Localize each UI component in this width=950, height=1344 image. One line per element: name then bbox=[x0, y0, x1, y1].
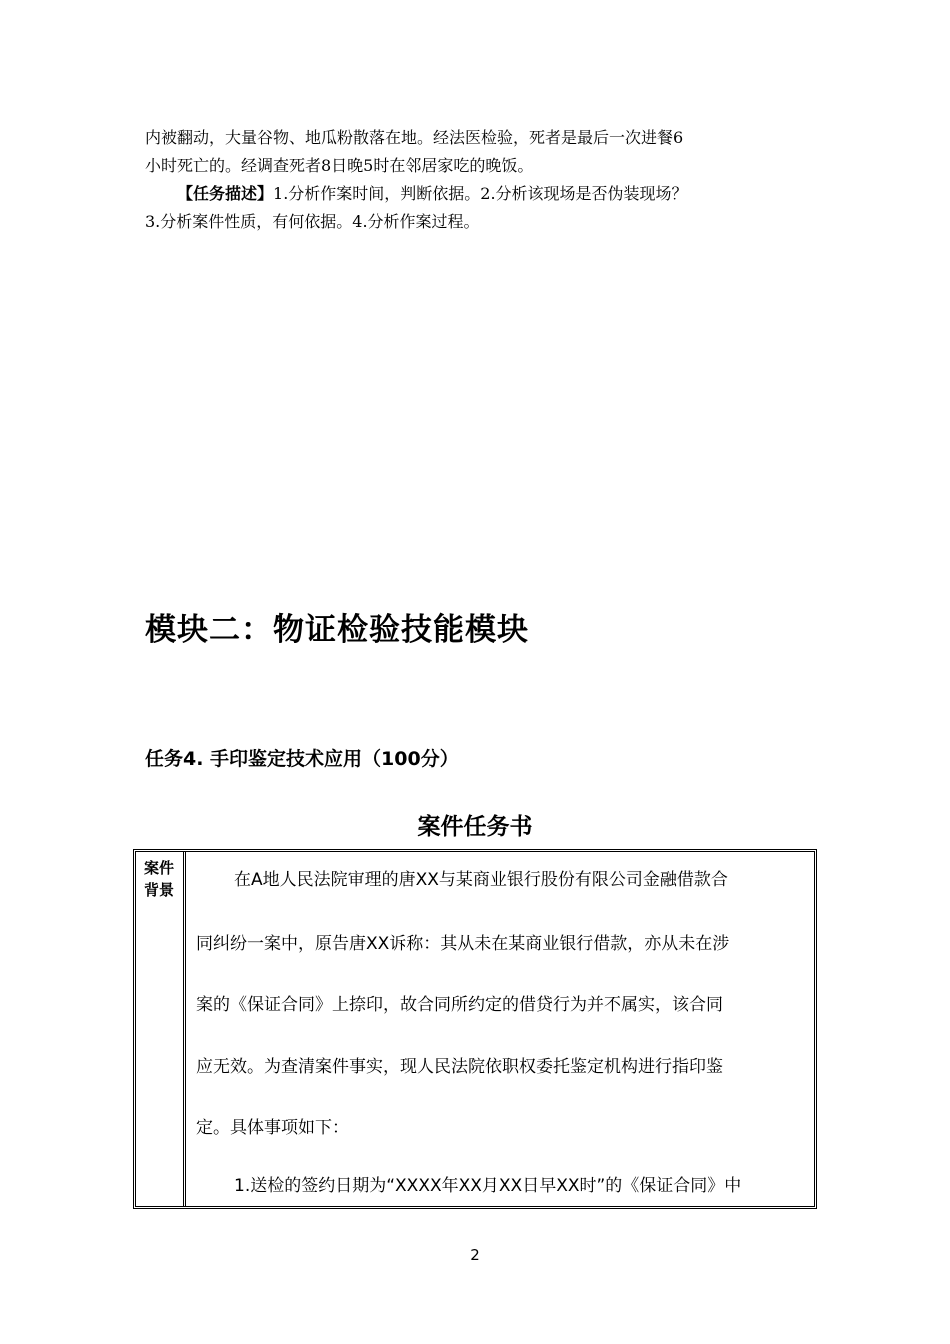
case-content-cell bbox=[186, 852, 814, 1206]
case-line-2: 同纠纷一案中，原告唐XX诉称：其从未在某商业银行借款，亦从未在涉 bbox=[196, 934, 730, 954]
module-title: 模块二：物证检验技能模块 bbox=[145, 612, 529, 648]
page-number: 2 bbox=[470, 1246, 480, 1264]
case-table bbox=[133, 849, 817, 1209]
task-description-paragraph bbox=[145, 180, 805, 236]
case-label-cell bbox=[136, 852, 186, 1206]
case-line-4: 应无效。为查清案件事实，现人民法院依职权委托鉴定机构进行指印鉴 bbox=[196, 1057, 723, 1077]
intro-line-1: 内被翻动，大量谷物、地瓜粉散落在地。经法医检验，死者是最后一次进餐6 bbox=[145, 128, 684, 147]
case-line-6: 1.送检的签约日期为“XXXX年XX月XX日早XX时”的《保证合同》中 bbox=[234, 1176, 742, 1196]
task-description-line-2: 3.分析案件性质，有何依据。4.分析作案过程。 bbox=[145, 212, 480, 231]
task-description-label: 【任务描述】 bbox=[177, 184, 274, 203]
task-description-indent bbox=[145, 184, 688, 203]
intro-paragraph bbox=[145, 124, 805, 180]
case-line-5: 定。具体事项如下： bbox=[196, 1118, 349, 1138]
case-line-3: 案的《保证合同》上捺印，故合同所约定的借贷行为并不属实，该合同 bbox=[196, 995, 723, 1015]
case-line-1: 在A地人民法院审理的唐XX与某商业银行股份有限公司金融借款合 bbox=[234, 870, 728, 890]
case-label: 案件背景 bbox=[144, 859, 175, 899]
intro-line-2: 小时死亡的。经调查死者8日晚5时在邻居家吃的晚饭。 bbox=[145, 156, 534, 175]
task-heading: 任务4. 手印鉴定技术应用（100分） bbox=[145, 748, 459, 770]
task-description-line-1: 1.分析作案时间，判断依据。2.分析该现场是否伪装现场？ bbox=[273, 184, 688, 203]
document-title: 案件任务书 bbox=[417, 814, 533, 840]
